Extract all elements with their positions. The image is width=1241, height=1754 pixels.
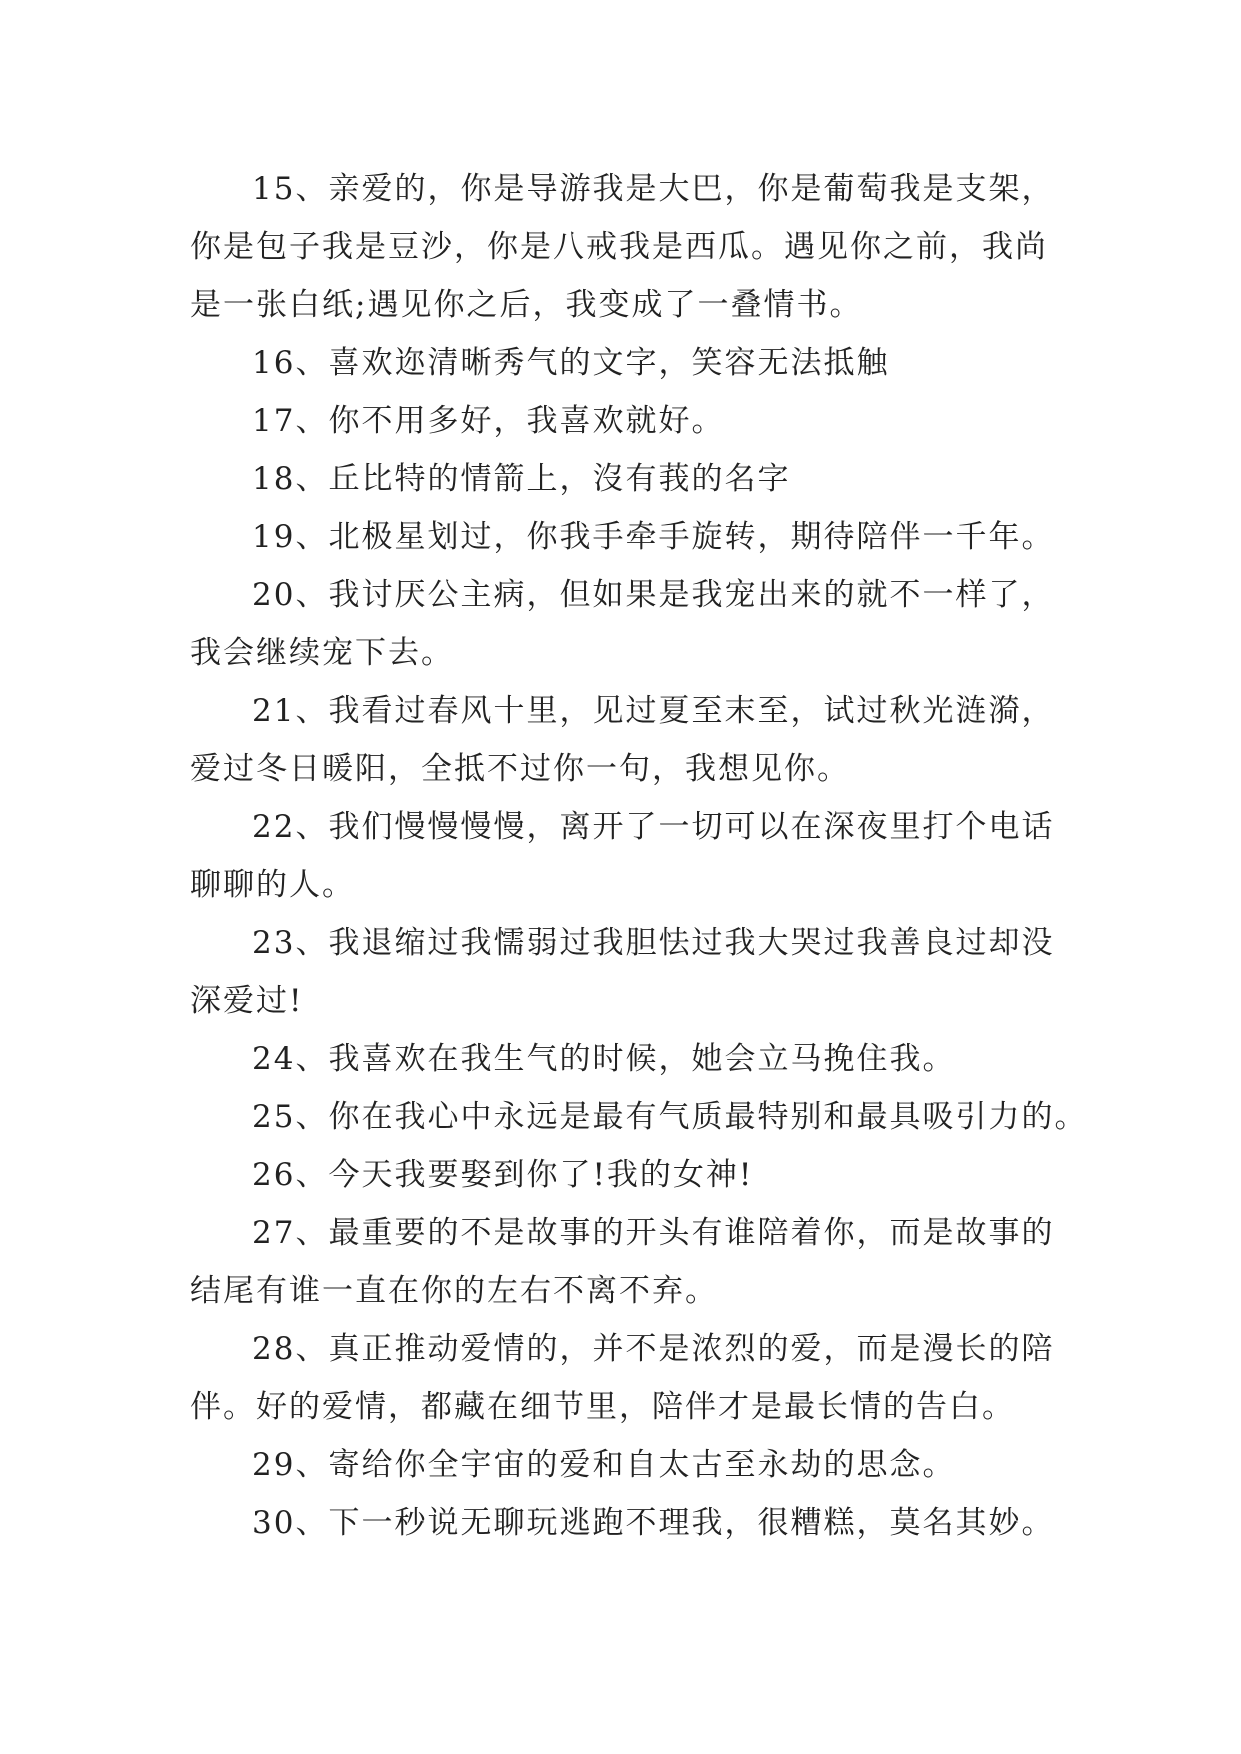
text-line: 爱过冬日暖阳，全抵不过你一句，我想见你。 xyxy=(190,751,850,787)
paragraph xyxy=(190,1146,1070,1204)
text-line: 27、最重要的不是故事的开头有谁陪着你，而是故事的 xyxy=(252,1215,1055,1251)
text-line: 你是包子我是豆沙，你是八戒我是西瓜。遇见你之前，我尚 xyxy=(190,229,1048,265)
text-line: 19、北极星划过，你我手牵手旋转，期待陪伴一千年。 xyxy=(252,519,1055,555)
text-line: 聊聊的人。 xyxy=(190,867,355,903)
paragraph xyxy=(190,1494,1070,1552)
text-line: 30、下一秒说无聊玩逃跑不理我，很糟糕，莫名其妙。 xyxy=(252,1505,1055,1541)
text-line: 21、我看过春风十里，见过夏至末至，试过秋光涟漪， xyxy=(252,693,1055,729)
text-line: 伴。好的爱情，都藏在细节里，陪伴才是最长情的告白。 xyxy=(190,1389,1015,1425)
paragraph xyxy=(190,1320,1070,1436)
paragraph xyxy=(190,508,1070,566)
text-line: 15、亲爱的，你是导游我是大巴，你是葡萄我是支架， xyxy=(252,171,1055,207)
text-line: 24、我喜欢在我生气的时候，她会立马挽住我。 xyxy=(252,1041,956,1077)
text-line: 20、我讨厌公主病，但如果是我宠出来的就不一样了， xyxy=(252,577,1055,613)
text-line: 28、真正推动爱情的，并不是浓烈的爱，而是漫长的陪 xyxy=(252,1331,1055,1367)
text-line: 18、丘比特的情箭上，沒有莪的名字 xyxy=(252,461,791,497)
paragraph xyxy=(190,1088,1088,1146)
text-line: 25、你在我心中永远是最有气质最特别和最具吸引力的。 xyxy=(252,1099,1088,1135)
paragraph xyxy=(190,392,1070,450)
paragraph xyxy=(190,1204,1070,1320)
paragraph xyxy=(190,566,1070,682)
text-line: 16、喜欢迩清晰秀气的文字，笑容无法抵触 xyxy=(252,345,890,381)
paragraph xyxy=(190,682,1070,798)
text-line: 17、你不用多好，我喜欢就好。 xyxy=(252,403,725,439)
paragraph xyxy=(190,798,1070,914)
paragraph xyxy=(190,160,1070,334)
paragraph xyxy=(190,1436,1070,1494)
paragraph xyxy=(190,914,1070,1030)
text-line: 我会继续宠下去。 xyxy=(190,635,454,671)
text-line: 29、寄给你全宇宙的爱和自太古至永劫的思念。 xyxy=(252,1447,956,1483)
paragraph xyxy=(190,1030,1070,1088)
text-line: 结尾有谁一直在你的左右不离不弃。 xyxy=(190,1273,718,1309)
paragraph xyxy=(190,334,1070,392)
text-line: 22、我们慢慢慢慢，离开了一切可以在深夜里打个电话 xyxy=(252,809,1055,845)
document-body xyxy=(190,160,1088,1552)
paragraph xyxy=(190,450,1070,508)
text-line: 23、我退缩过我懦弱过我胆怯过我大哭过我善良过却没 xyxy=(252,925,1055,961)
text-line: 26、今天我要娶到你了!我的女神! xyxy=(252,1157,754,1193)
text-line: 是一张白纸;遇见你之后，我变成了一叠情书。 xyxy=(190,287,863,323)
text-line: 深爱过! xyxy=(190,983,304,1019)
